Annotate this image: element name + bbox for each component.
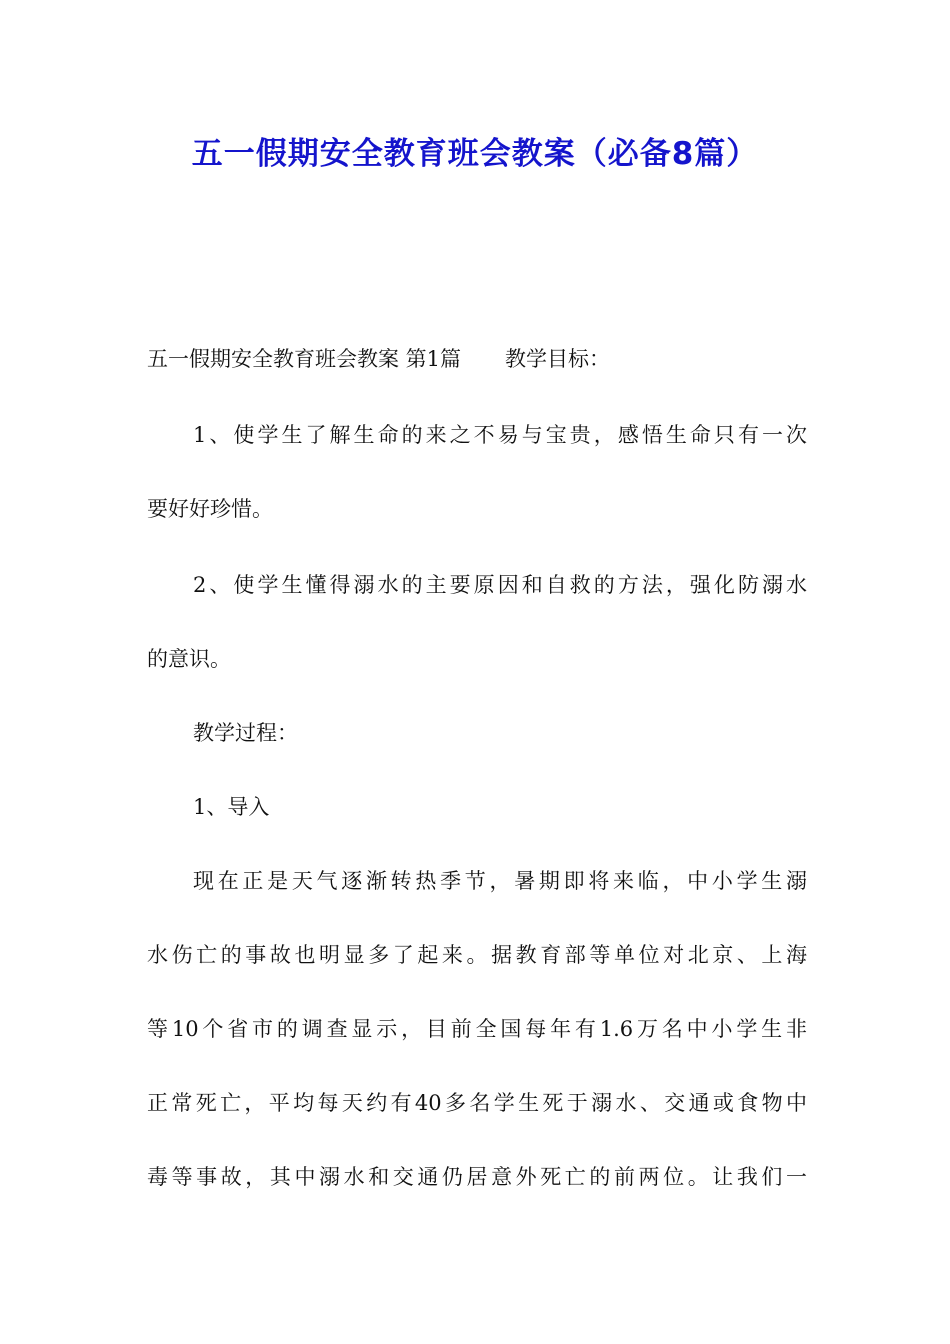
paragraph-line: 1、使学生了解生命的来之不易与宝贵，感悟生命只有一次 [193,423,807,447]
paragraph-line: 要好好珍惜。 [147,497,273,521]
paragraph-line: 正常死亡，平均每天约有40多名学生死于溺水、交通或食物中 [147,1091,807,1115]
subheading: 教学过程： [193,721,298,745]
subheading: 1、导入 [193,795,270,819]
paragraph-line: 现在正是天气逐渐转热季节，暑期即将来临，中小学生溺 [193,869,807,893]
section-heading-right: 教学目标： [505,347,611,371]
paragraph-line: 水伤亡的事故也明显多了起来。据教育部等单位对北京、上海 [147,943,807,967]
paragraph-line: 的意识。 [147,647,231,671]
section-heading-left: 五一假期安全教育班会教案 第1篇 [147,347,462,371]
document-title: 五一假期安全教育班会教案（必备8篇） [191,136,759,172]
paragraph-line: 等10个省市的调查显示，目前全国每年有1.6万名中小学生非 [147,1017,807,1041]
paragraph-line: 2、使学生懂得溺水的主要原因和自救的方法，强化防溺水 [193,573,807,597]
section-heading [147,344,807,374]
paragraph-line: 毒等事故，其中溺水和交通仍居意外死亡的前两位。让我们一 [147,1165,807,1189]
